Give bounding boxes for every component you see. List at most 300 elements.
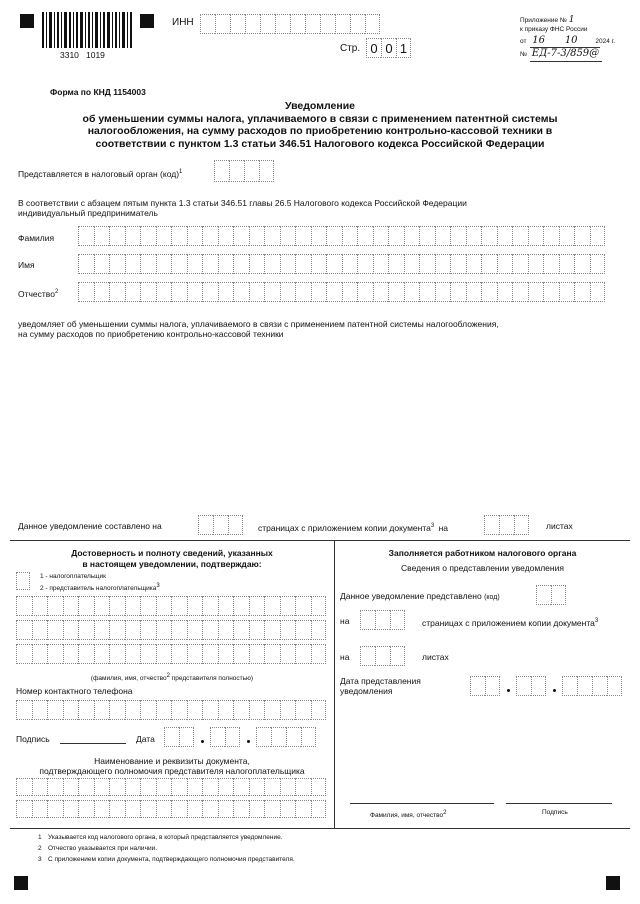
input-cell[interactable] <box>187 700 203 720</box>
input-cell[interactable] <box>202 254 218 274</box>
input-cell[interactable] <box>16 644 32 664</box>
input-cell[interactable] <box>47 620 63 640</box>
input-cell[interactable] <box>249 778 265 796</box>
input-cell[interactable] <box>109 596 125 616</box>
input-cell[interactable] <box>78 254 94 274</box>
input-cell[interactable] <box>559 226 575 246</box>
composed-label: Данное уведомление составлено на <box>18 521 162 531</box>
input-cell[interactable] <box>78 644 94 664</box>
input-cell[interactable] <box>295 282 311 302</box>
barcode-number: 3310 1019 <box>60 50 105 60</box>
input-cell[interactable] <box>140 644 156 664</box>
input-cell[interactable] <box>109 254 125 274</box>
input-cell[interactable] <box>373 282 389 302</box>
input-cell[interactable] <box>94 226 110 246</box>
input-cell[interactable] <box>419 282 435 302</box>
patronymic-input[interactable] <box>78 282 605 302</box>
input-cell[interactable] <box>264 282 280 302</box>
input-cell[interactable] <box>512 254 528 274</box>
input-cell[interactable] <box>218 282 234 302</box>
corner-marker-top-left <box>20 14 34 28</box>
appendix-date <box>520 37 615 46</box>
input-cell[interactable] <box>528 282 544 302</box>
appendix-month: 10 <box>564 35 578 46</box>
confirm-heading-line: Достоверность и полноту сведений, указанных <box>71 548 273 558</box>
signature-line[interactable] <box>60 743 126 744</box>
input-cell[interactable] <box>590 226 606 246</box>
surname-input[interactable] <box>78 226 605 246</box>
input-cell[interactable] <box>125 778 141 796</box>
input-cell[interactable] <box>47 700 63 720</box>
submit-date-year[interactable] <box>562 676 622 696</box>
input-cell[interactable] <box>156 596 172 616</box>
input-cell[interactable] <box>156 226 172 246</box>
footnote <box>38 834 295 842</box>
input-cell[interactable] <box>187 620 203 640</box>
input-cell[interactable] <box>32 778 48 796</box>
input-cell[interactable] <box>63 644 79 664</box>
input-cell[interactable] <box>47 800 63 818</box>
option-taxpayer: 1 - налогоплательщик <box>40 573 107 580</box>
option-representative <box>40 582 160 593</box>
input-cell[interactable] <box>78 778 94 796</box>
input-cell[interactable] <box>528 254 544 274</box>
input-cell[interactable] <box>264 596 280 616</box>
input-cell[interactable] <box>78 226 94 246</box>
input-cell[interactable] <box>109 778 125 796</box>
input-cell[interactable] <box>264 254 280 274</box>
input-cell[interactable] <box>63 620 79 640</box>
input-cell[interactable] <box>16 700 32 720</box>
input-cell[interactable] <box>233 700 249 720</box>
input-cell[interactable] <box>218 596 234 616</box>
input-cell[interactable] <box>311 596 327 616</box>
input-cell[interactable] <box>280 800 296 818</box>
input-cell[interactable] <box>140 596 156 616</box>
input-cell[interactable] <box>218 620 234 640</box>
input-cell[interactable] <box>249 620 265 640</box>
name-input[interactable] <box>78 254 605 274</box>
input-cell[interactable] <box>264 644 280 664</box>
composed-on-text: на <box>438 522 449 533</box>
input-cell[interactable] <box>543 282 559 302</box>
input-cell[interactable] <box>218 700 234 720</box>
input-cell[interactable] <box>32 596 48 616</box>
input-cell[interactable] <box>435 282 451 302</box>
input-cell[interactable] <box>156 700 172 720</box>
inn-input[interactable] <box>200 14 380 34</box>
input-cell[interactable] <box>249 800 265 818</box>
input-cell[interactable] <box>187 282 203 302</box>
input-cell[interactable] <box>233 620 249 640</box>
authority-signature-caption: Подпись <box>542 809 568 816</box>
footnote-ref: 2 <box>166 673 170 679</box>
corner-marker-bottom-left <box>14 876 28 890</box>
input-cell[interactable] <box>32 800 48 818</box>
input-cell[interactable] <box>311 778 327 796</box>
document-row-2[interactable] <box>16 800 326 818</box>
sign-date-day[interactable] <box>164 727 194 747</box>
input-cell[interactable] <box>590 282 606 302</box>
input-cell[interactable] <box>202 700 218 720</box>
input-cell[interactable] <box>311 644 327 664</box>
patronymic-label <box>18 287 58 299</box>
patronymic-text: Отчество <box>18 288 55 299</box>
input-cell[interactable] <box>295 644 311 664</box>
input-cell[interactable] <box>249 644 265 664</box>
input-cell[interactable] <box>543 226 559 246</box>
fio-caption-end: представителя полностью) <box>171 675 254 683</box>
right-pages-input[interactable] <box>360 610 405 630</box>
input-cell[interactable] <box>156 620 172 640</box>
input-cell[interactable] <box>94 620 110 640</box>
tax-authority-code-input[interactable] <box>214 160 274 182</box>
input-cell[interactable] <box>280 254 296 274</box>
phone-input[interactable] <box>16 700 326 720</box>
input-cell[interactable] <box>78 282 94 302</box>
input-cell[interactable] <box>388 282 404 302</box>
composed-sheets-input[interactable] <box>484 515 529 535</box>
input-cell[interactable] <box>125 282 141 302</box>
input-cell[interactable] <box>94 282 110 302</box>
input-cell[interactable] <box>94 644 110 664</box>
input-cell[interactable] <box>543 254 559 274</box>
form-title-line: об уменьшении суммы налога, уплачиваемого в связи с применением патентной системы <box>82 112 558 125</box>
confirm-heading-line: в настоящем уведомлении, подтверждаю: <box>82 559 262 569</box>
input-cell[interactable] <box>63 778 79 796</box>
input-cell[interactable] <box>140 620 156 640</box>
input-cell[interactable] <box>94 778 110 796</box>
input-cell[interactable] <box>171 800 187 818</box>
input-cell[interactable] <box>32 620 48 640</box>
input-cell[interactable] <box>481 282 497 302</box>
input-cell[interactable] <box>559 254 575 274</box>
input-cell[interactable] <box>187 800 203 818</box>
input-cell[interactable] <box>357 226 373 246</box>
authority-signature-line[interactable] <box>506 803 612 804</box>
input-cell[interactable] <box>218 226 234 246</box>
input-cell[interactable] <box>94 254 110 274</box>
input-cell[interactable] <box>78 620 94 640</box>
input-cell[interactable] <box>249 282 265 302</box>
input-cell[interactable] <box>450 226 466 246</box>
surname-label: Фамилия <box>18 233 55 243</box>
sign-date-month[interactable] <box>210 727 240 747</box>
right-sheets-label: листах <box>422 652 449 662</box>
appendix-order-number: ЕД-7-3/859@ <box>531 48 600 59</box>
input-cell[interactable] <box>326 254 342 274</box>
authority-heading: Заполняется работником налогового органа <box>388 548 577 558</box>
input-cell[interactable] <box>466 254 482 274</box>
input-cell[interactable] <box>388 226 404 246</box>
input-cell[interactable] <box>202 596 218 616</box>
input-cell[interactable] <box>311 282 327 302</box>
input-cell[interactable] <box>94 800 110 818</box>
form-title-line: соответствии с пунктом 1.3 статьи 346.51 Налогового кодекса Российской Федерации <box>95 137 545 150</box>
input-cell[interactable] <box>171 254 187 274</box>
input-cell[interactable] <box>326 226 342 246</box>
input-cell[interactable] <box>202 226 218 246</box>
input-cell[interactable] <box>109 700 125 720</box>
input-cell[interactable] <box>295 778 311 796</box>
date-label: Дата <box>136 734 155 744</box>
input-cell[interactable] <box>481 226 497 246</box>
document-row-1[interactable] <box>16 778 326 796</box>
input-cell[interactable] <box>357 254 373 274</box>
input-cell[interactable] <box>78 800 94 818</box>
input-cell[interactable] <box>326 282 342 302</box>
input-cell[interactable] <box>481 254 497 274</box>
sign-date-year[interactable] <box>256 727 316 747</box>
input-cell[interactable] <box>450 282 466 302</box>
input-cell[interactable] <box>140 254 156 274</box>
input-cell[interactable] <box>559 282 575 302</box>
input-cell[interactable] <box>419 254 435 274</box>
input-cell[interactable] <box>125 226 141 246</box>
signer-fio-row-3[interactable] <box>16 644 326 664</box>
input-cell[interactable] <box>264 620 280 640</box>
input-cell[interactable] <box>264 226 280 246</box>
input-cell[interactable] <box>47 778 63 796</box>
input-cell[interactable] <box>156 282 172 302</box>
input-cell[interactable] <box>373 226 389 246</box>
input-cell[interactable] <box>233 226 249 246</box>
name-label: Имя <box>18 260 35 270</box>
tax-authority-label <box>18 167 182 179</box>
input-cell[interactable] <box>156 800 172 818</box>
input-cell[interactable] <box>125 644 141 664</box>
right-pages-label <box>422 616 598 628</box>
input-cell[interactable] <box>373 254 389 274</box>
footnote-text: Указывается код налогового органа, в который представляется уведомление. <box>48 834 283 841</box>
authority-fio-line[interactable] <box>350 803 494 804</box>
input-cell[interactable] <box>233 800 249 818</box>
composed-pages-input[interactable] <box>198 515 243 535</box>
input-cell[interactable] <box>125 700 141 720</box>
footnote-ref: 3 <box>594 618 599 624</box>
input-cell[interactable] <box>512 226 528 246</box>
footnote-num: 1 <box>38 834 42 841</box>
input-cell[interactable] <box>202 800 218 818</box>
input-cell[interactable] <box>171 778 187 796</box>
input-cell[interactable] <box>450 254 466 274</box>
input-cell[interactable] <box>311 226 327 246</box>
submitted-text: Данное уведомление представлено <box>340 591 482 601</box>
input-cell[interactable] <box>32 700 48 720</box>
input-cell[interactable] <box>171 644 187 664</box>
input-cell[interactable] <box>574 282 590 302</box>
input-cell[interactable] <box>140 700 156 720</box>
input-cell[interactable] <box>342 226 358 246</box>
input-cell[interactable] <box>47 596 63 616</box>
input-cell[interactable] <box>156 778 172 796</box>
input-cell[interactable] <box>233 596 249 616</box>
input-cell[interactable] <box>63 700 79 720</box>
authority-fio-caption <box>370 809 446 820</box>
section-divider-vertical <box>334 540 335 828</box>
footnote <box>38 845 295 853</box>
submit-date-label <box>340 676 421 696</box>
submit-date-day[interactable] <box>470 676 500 696</box>
input-cell[interactable] <box>109 644 125 664</box>
input-cell[interactable] <box>497 226 513 246</box>
input-cell[interactable] <box>295 254 311 274</box>
input-cell[interactable] <box>156 254 172 274</box>
input-cell[interactable] <box>202 282 218 302</box>
input-cell[interactable] <box>342 282 358 302</box>
submitted-code-input[interactable] <box>536 585 566 605</box>
input-cell[interactable] <box>419 226 435 246</box>
input-cell[interactable] <box>94 596 110 616</box>
input-cell[interactable] <box>574 226 590 246</box>
input-cell[interactable] <box>94 700 110 720</box>
input-cell[interactable] <box>109 800 125 818</box>
document-heading <box>10 756 334 776</box>
input-cell[interactable] <box>187 254 203 274</box>
footnotes <box>38 834 295 864</box>
input-cell[interactable] <box>202 644 218 664</box>
input-cell[interactable] <box>218 254 234 274</box>
input-cell[interactable] <box>311 620 327 640</box>
input-cell[interactable] <box>280 596 296 616</box>
document-heading-line: подтверждающего полномочия представителя налогоплательщика <box>39 766 305 776</box>
input-cell[interactable] <box>249 700 265 720</box>
input-cell[interactable] <box>280 226 296 246</box>
input-cell[interactable] <box>466 226 482 246</box>
input-cell[interactable] <box>280 644 296 664</box>
input-cell[interactable] <box>311 700 327 720</box>
input-cell[interactable] <box>218 644 234 664</box>
input-cell[interactable] <box>404 226 420 246</box>
input-cell[interactable] <box>249 596 265 616</box>
input-cell[interactable] <box>311 800 327 818</box>
right-sheets-input[interactable] <box>360 646 405 666</box>
input-cell[interactable] <box>311 254 327 274</box>
input-cell[interactable] <box>404 254 420 274</box>
input-cell[interactable] <box>125 620 141 640</box>
inn-label: ИНН <box>172 17 194 28</box>
right-on-label-2: на <box>340 652 350 662</box>
input-cell[interactable] <box>171 700 187 720</box>
input-cell[interactable] <box>590 254 606 274</box>
input-cell[interactable] <box>280 282 296 302</box>
submit-date-month[interactable] <box>516 676 546 696</box>
input-cell[interactable] <box>47 644 63 664</box>
input-cell[interactable] <box>202 778 218 796</box>
input-cell[interactable] <box>63 596 79 616</box>
input-cell[interactable] <box>109 226 125 246</box>
input-cell[interactable] <box>264 800 280 818</box>
input-cell[interactable] <box>171 282 187 302</box>
input-cell[interactable] <box>435 226 451 246</box>
input-cell[interactable] <box>140 800 156 818</box>
input-cell[interactable] <box>16 620 32 640</box>
composed-pages-text: страницах с приложением копии документа <box>258 522 431 533</box>
input-cell[interactable] <box>218 778 234 796</box>
input-cell[interactable] <box>16 800 32 818</box>
signer-fio-row-2[interactable] <box>16 620 326 640</box>
right-on-label: на <box>340 616 350 626</box>
input-cell[interactable] <box>388 254 404 274</box>
input-cell[interactable] <box>233 254 249 274</box>
input-cell[interactable] <box>528 226 544 246</box>
input-cell[interactable] <box>171 596 187 616</box>
input-cell[interactable] <box>125 800 141 818</box>
input-cell[interactable] <box>342 254 358 274</box>
input-cell[interactable] <box>512 282 528 302</box>
input-cell[interactable] <box>574 254 590 274</box>
input-cell[interactable] <box>497 282 513 302</box>
input-cell[interactable] <box>295 620 311 640</box>
page-cell: 0 <box>366 38 381 58</box>
signer-type-input[interactable] <box>16 572 30 590</box>
input-cell[interactable] <box>32 644 48 664</box>
composed-pages-label <box>258 521 448 533</box>
input-cell[interactable] <box>295 700 311 720</box>
signer-fio-row-1[interactable] <box>16 596 326 616</box>
input-cell[interactable] <box>233 282 249 302</box>
input-cell[interactable] <box>140 778 156 796</box>
input-cell[interactable] <box>187 644 203 664</box>
input-cell[interactable] <box>404 282 420 302</box>
input-cell[interactable] <box>109 282 125 302</box>
corner-marker-bottom-right <box>606 876 620 890</box>
input-cell[interactable] <box>280 620 296 640</box>
input-cell[interactable] <box>264 778 280 796</box>
input-cell[interactable] <box>171 226 187 246</box>
input-cell[interactable] <box>187 226 203 246</box>
input-cell[interactable] <box>78 700 94 720</box>
input-cell[interactable] <box>435 254 451 274</box>
input-cell[interactable] <box>295 596 311 616</box>
input-cell[interactable] <box>295 226 311 246</box>
input-cell[interactable] <box>357 282 373 302</box>
footnote-ref: 3 <box>156 583 160 589</box>
form-knd: Форма по КНД 1154003 <box>50 87 146 97</box>
input-cell[interactable] <box>497 254 513 274</box>
input-cell[interactable] <box>78 596 94 616</box>
input-cell[interactable] <box>218 800 234 818</box>
appendix-line1 <box>520 16 574 25</box>
tax-authority-text: Представляется в налоговый орган (код) <box>18 168 180 179</box>
footnote-ref: 3 <box>430 523 435 529</box>
input-cell[interactable] <box>156 644 172 664</box>
input-cell[interactable] <box>233 644 249 664</box>
input-cell[interactable] <box>171 620 187 640</box>
input-cell[interactable] <box>109 620 125 640</box>
input-cell[interactable] <box>249 254 265 274</box>
input-cell[interactable] <box>233 778 249 796</box>
input-cell[interactable] <box>125 596 141 616</box>
input-cell[interactable] <box>187 596 203 616</box>
input-cell[interactable] <box>249 226 265 246</box>
date-separator <box>507 689 510 692</box>
input-cell[interactable] <box>16 596 32 616</box>
input-cell[interactable] <box>125 254 141 274</box>
input-cell[interactable] <box>202 620 218 640</box>
input-cell[interactable] <box>280 700 296 720</box>
input-cell[interactable] <box>16 778 32 796</box>
input-cell[interactable] <box>140 226 156 246</box>
submitted-label <box>340 591 500 603</box>
input-cell[interactable] <box>466 282 482 302</box>
input-cell[interactable] <box>264 700 280 720</box>
input-cell[interactable] <box>280 778 296 796</box>
input-cell[interactable] <box>295 800 311 818</box>
input-cell[interactable] <box>63 800 79 818</box>
input-cell[interactable] <box>187 778 203 796</box>
input-cell[interactable] <box>140 282 156 302</box>
